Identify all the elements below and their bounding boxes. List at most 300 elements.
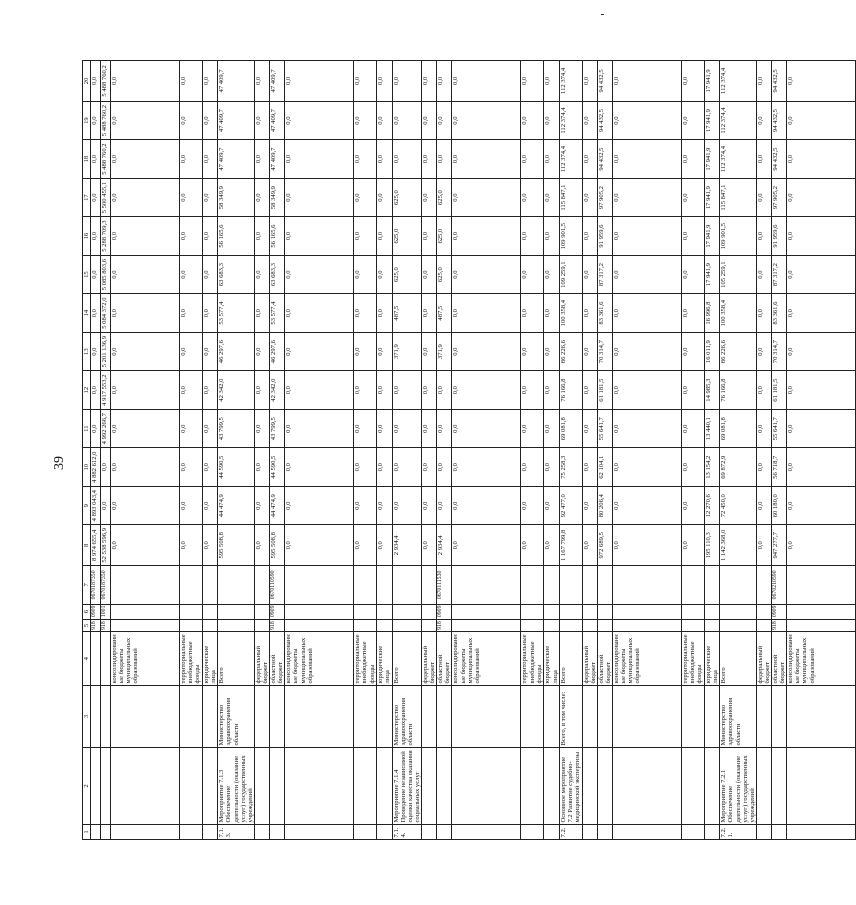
cell-col-6 bbox=[452, 604, 521, 619]
cell-col-2 bbox=[254, 748, 269, 825]
cell-col-14: 0,0 bbox=[756, 294, 771, 333]
cell-col-13: 0,0 bbox=[613, 332, 682, 371]
cell-col-7 bbox=[254, 566, 269, 605]
cell-col-18: 0,0 bbox=[613, 140, 682, 179]
cell-col-6: 0909 bbox=[91, 604, 101, 619]
cell-col-5 bbox=[559, 619, 582, 632]
cell-col-17: 0,0 bbox=[452, 178, 521, 217]
table-row bbox=[597, 61, 612, 840]
cell-col-15: 105 259,1 bbox=[720, 255, 757, 294]
cell-col-13: 70 314,7 bbox=[597, 332, 612, 371]
cell-col-15: 0,0 bbox=[254, 255, 269, 294]
cell-col-11: 0,0 bbox=[613, 409, 682, 448]
cell-col-1 bbox=[756, 825, 771, 840]
cell-col-5: 918 bbox=[270, 619, 285, 632]
cell-col-8: 0,0 bbox=[582, 525, 597, 566]
cell-col-4 bbox=[91, 632, 101, 686]
cell-col-17: 0,0 bbox=[354, 178, 377, 217]
cell-col-7 bbox=[613, 566, 682, 605]
cell-col-15: 0,0 bbox=[582, 255, 597, 294]
table-row bbox=[772, 61, 787, 840]
cell-col-5 bbox=[203, 619, 218, 632]
cell-col-14: 0,0 bbox=[354, 294, 377, 333]
cell-col-16: 0,0 bbox=[377, 217, 392, 256]
cell-col-11: 4 992 266,7 bbox=[101, 409, 111, 448]
cell-col-20: 17 941,9 bbox=[705, 61, 720, 102]
cell-col-4: консолидированные бюджеты муниципальных образований bbox=[613, 632, 682, 686]
cell-col-2 bbox=[270, 748, 285, 825]
cell-col-15: 0,0 bbox=[544, 255, 559, 294]
cell-col-19: 0,0 bbox=[421, 101, 436, 140]
cell-col-20: 0,0 bbox=[544, 61, 559, 102]
table-row bbox=[203, 61, 218, 840]
cell-col-7 bbox=[377, 566, 392, 605]
cell-col-2 bbox=[521, 748, 544, 825]
cell-col-13: 0,0 bbox=[111, 332, 180, 371]
cell-col-18: 0,0 bbox=[544, 140, 559, 179]
cell-col-19: 112 374,4 bbox=[720, 101, 757, 140]
cell-col-5 bbox=[582, 619, 597, 632]
cell-col-13: 0,0 bbox=[521, 332, 544, 371]
table-body bbox=[91, 61, 856, 840]
cell-col-20: 0,0 bbox=[285, 61, 354, 102]
cell-col-3 bbox=[111, 685, 180, 747]
cell-col-5: 918 bbox=[437, 619, 452, 632]
cell-col-1 bbox=[285, 825, 354, 840]
cell-col-8: 2 934,4 bbox=[437, 525, 452, 566]
cell-col-10: 0,0 bbox=[285, 448, 354, 487]
cell-col-14: 53 577,4 bbox=[218, 294, 255, 333]
cell-col-1 bbox=[421, 825, 436, 840]
cell-col-12: 0,0 bbox=[756, 371, 771, 410]
cell-col-11: 43 799,5 bbox=[270, 409, 285, 448]
cell-col-12: 0,0 bbox=[354, 371, 377, 410]
cell-col-8: 2 934,4 bbox=[392, 525, 421, 566]
cell-col-20: 0,0 bbox=[203, 61, 218, 102]
cell-col-11: 55 641,7 bbox=[772, 409, 787, 448]
cell-col-3 bbox=[613, 685, 682, 747]
cell-col-20: 5 488 760,2 bbox=[101, 61, 111, 102]
cell-col-20: 47 409,7 bbox=[270, 61, 285, 102]
cell-col-9: 0,0 bbox=[101, 486, 111, 525]
cell-col-10: 13 154,2 bbox=[705, 448, 720, 487]
cell-col-16: 0,0 bbox=[254, 217, 269, 256]
cell-col-16: 0,0 bbox=[544, 217, 559, 256]
cell-col-5 bbox=[787, 619, 856, 632]
cell-col-15: 5 085 803,6 bbox=[101, 255, 111, 294]
cell-col-2 bbox=[377, 748, 392, 825]
cell-col-10: 0,0 bbox=[254, 448, 269, 487]
cell-col-2 bbox=[91, 748, 101, 825]
cell-col-1 bbox=[597, 825, 612, 840]
cell-col-1 bbox=[203, 825, 218, 840]
cell-col-13: 0,0 bbox=[421, 332, 436, 371]
cell-col-16: 91 959,6 bbox=[597, 217, 612, 256]
cell-col-2 bbox=[613, 748, 682, 825]
cell-col-5 bbox=[613, 619, 682, 632]
cell-col-8: 52 538 596,9 bbox=[101, 525, 111, 566]
cell-col-9: 0,0 bbox=[377, 486, 392, 525]
cell-col-6 bbox=[559, 604, 582, 619]
cell-col-5 bbox=[720, 619, 757, 632]
cell-col-2 bbox=[285, 748, 354, 825]
cell-col-1 bbox=[452, 825, 521, 840]
table-row bbox=[254, 61, 269, 840]
cell-col-12: 0,0 bbox=[437, 371, 452, 410]
cell-col-1 bbox=[377, 825, 392, 840]
cell-col-12: 0,0 bbox=[582, 371, 597, 410]
cell-col-6: 0909 bbox=[437, 604, 452, 619]
cell-col-19: 0,0 bbox=[392, 101, 421, 140]
cell-col-10: 0,0 bbox=[354, 448, 377, 487]
cell-col-20: 0,0 bbox=[437, 61, 452, 102]
cell-col-3: Министерство здравоохранения области bbox=[392, 685, 421, 747]
cell-col-5 bbox=[254, 619, 269, 632]
cell-col-10: 0,0 bbox=[682, 448, 705, 487]
cell-col-7 bbox=[544, 566, 559, 605]
cell-col-19: 0,0 bbox=[203, 101, 218, 140]
cell-col-1: 7.1.3. bbox=[218, 825, 255, 840]
cell-col-6 bbox=[720, 604, 757, 619]
cell-col-6 bbox=[756, 604, 771, 619]
cell-col-15: 625,0 bbox=[437, 255, 452, 294]
cell-col-7 bbox=[392, 566, 421, 605]
cell-col-4: областной бюджет bbox=[270, 632, 285, 686]
cell-col-10: 69 872,9 bbox=[720, 448, 757, 487]
cell-col-14: 83 361,6 bbox=[772, 294, 787, 333]
cell-col-20: 0,0 bbox=[91, 61, 101, 102]
cell-col-18: 47 409,7 bbox=[218, 140, 255, 179]
table-row bbox=[392, 61, 421, 840]
cell-col-9: 0,0 bbox=[254, 486, 269, 525]
cell-col-14: 0,0 bbox=[582, 294, 597, 333]
cell-col-15: 0,0 bbox=[180, 255, 203, 294]
cell-col-20: 94 432,5 bbox=[597, 61, 612, 102]
cell-col-2 bbox=[180, 748, 203, 825]
cell-col-9: 0,0 bbox=[354, 486, 377, 525]
cell-col-3 bbox=[377, 685, 392, 747]
cell-col-5 bbox=[597, 619, 612, 632]
cell-col-15: 625,0 bbox=[392, 255, 421, 294]
cell-col-11: 0,0 bbox=[787, 409, 856, 448]
cell-col-14: 0,0 bbox=[285, 294, 354, 333]
cell-col-20: 112 374,4 bbox=[559, 61, 582, 102]
cell-col-19: 0,0 bbox=[544, 101, 559, 140]
cell-col-13: 86 226,6 bbox=[720, 332, 757, 371]
cell-col-13: 46 297,6 bbox=[218, 332, 255, 371]
cell-col-13: 0,0 bbox=[180, 332, 203, 371]
cell-col-17: 0,0 bbox=[582, 178, 597, 217]
cell-col-15: 0,0 bbox=[377, 255, 392, 294]
cell-col-11: 0,0 bbox=[452, 409, 521, 448]
cell-col-17: 0,0 bbox=[91, 178, 101, 217]
table-row bbox=[544, 61, 559, 840]
table-row bbox=[613, 61, 682, 840]
column-number-3: 3 bbox=[83, 685, 91, 747]
cell-col-11: 55 641,7 bbox=[597, 409, 612, 448]
cell-col-4: территориальные внебюджетные фонды bbox=[521, 632, 544, 686]
cell-col-4: территориальные внебюджетные фонды bbox=[682, 632, 705, 686]
cell-col-8: 0,0 bbox=[377, 525, 392, 566]
cell-col-5: 918 bbox=[91, 619, 101, 632]
cell-col-3 bbox=[91, 685, 101, 747]
cell-col-1: 7.2. bbox=[559, 825, 582, 840]
cell-col-11: 43 799,5 bbox=[218, 409, 255, 448]
table-row bbox=[270, 61, 285, 840]
cell-col-15: 87 317,2 bbox=[597, 255, 612, 294]
cell-col-17: 5 500 455,1 bbox=[101, 178, 111, 217]
cell-col-8: 0,0 bbox=[354, 525, 377, 566]
cell-col-16: 5 288 709,3 bbox=[101, 217, 111, 256]
cell-col-7 bbox=[180, 566, 203, 605]
cell-col-6 bbox=[377, 604, 392, 619]
cell-col-17: 115 847,1 bbox=[559, 178, 582, 217]
cell-col-8: 0,0 bbox=[787, 525, 856, 566]
cell-col-6 bbox=[254, 604, 269, 619]
cell-col-16: 625,0 bbox=[437, 217, 452, 256]
table-row bbox=[559, 61, 582, 840]
cell-col-4: юридические лица bbox=[705, 632, 720, 686]
cell-col-10: 56 718,7 bbox=[772, 448, 787, 487]
cell-col-2: Мероприятие 7.1.4 Проведение независимой оценки качества оказания социальных услуг bbox=[392, 748, 421, 825]
cell-col-14: 0,0 bbox=[421, 294, 436, 333]
cell-col-15: 63 683,3 bbox=[270, 255, 285, 294]
cell-col-7 bbox=[285, 566, 354, 605]
cell-col-19: 0,0 bbox=[437, 101, 452, 140]
cell-col-17: 0,0 bbox=[787, 178, 856, 217]
cell-col-8: 0,0 bbox=[203, 525, 218, 566]
cell-col-10: 0,0 bbox=[421, 448, 436, 487]
cell-col-8: 1 167 799,8 bbox=[559, 525, 582, 566]
cell-col-16: 0,0 bbox=[421, 217, 436, 256]
cell-col-13: 0,0 bbox=[377, 332, 392, 371]
cell-col-6 bbox=[180, 604, 203, 619]
cell-col-6 bbox=[354, 604, 377, 619]
cell-col-13: 16 011,9 bbox=[705, 332, 720, 371]
cell-col-2 bbox=[705, 748, 720, 825]
cell-col-19: 94 432,5 bbox=[597, 101, 612, 140]
cell-col-17: 58 349,9 bbox=[270, 178, 285, 217]
cell-col-10: 0,0 bbox=[521, 448, 544, 487]
cell-col-16: 0,0 bbox=[285, 217, 354, 256]
cell-col-15: 63 683,3 bbox=[218, 255, 255, 294]
cell-col-14: 0,0 bbox=[521, 294, 544, 333]
cell-col-8: 0,0 bbox=[544, 525, 559, 566]
cell-col-20: 94 432,5 bbox=[772, 61, 787, 102]
cell-col-18: 17 941,9 bbox=[705, 140, 720, 179]
cell-col-12: 0,0 bbox=[377, 371, 392, 410]
cell-col-7: 0670187350 bbox=[91, 566, 101, 605]
cell-col-2 bbox=[203, 748, 218, 825]
cell-col-15: 0,0 bbox=[421, 255, 436, 294]
cell-col-18: 0,0 bbox=[203, 140, 218, 179]
cell-col-10: 0,0 bbox=[392, 448, 421, 487]
cell-col-11: 0,0 bbox=[437, 409, 452, 448]
cell-col-3 bbox=[101, 685, 111, 747]
cell-col-12: 0,0 bbox=[392, 371, 421, 410]
cell-col-2 bbox=[582, 748, 597, 825]
cell-col-9: 0,0 bbox=[521, 486, 544, 525]
cell-col-7 bbox=[720, 566, 757, 605]
cell-col-19: 5 488 760,2 bbox=[101, 101, 111, 140]
cell-col-3 bbox=[756, 685, 771, 747]
cell-col-20: 0,0 bbox=[682, 61, 705, 102]
cell-col-4: юридические лица bbox=[377, 632, 392, 686]
rotated-table-container bbox=[82, 60, 816, 840]
cell-col-1: 7.1.4. bbox=[392, 825, 421, 840]
cell-col-12: 14 985,3 bbox=[705, 371, 720, 410]
cell-col-10: 62 104,1 bbox=[597, 448, 612, 487]
cell-col-19: 0,0 bbox=[91, 101, 101, 140]
cell-col-1 bbox=[111, 825, 180, 840]
cell-col-19: 0,0 bbox=[613, 101, 682, 140]
cell-col-7 bbox=[787, 566, 856, 605]
cell-col-5 bbox=[705, 619, 720, 632]
cell-col-11: 0,0 bbox=[377, 409, 392, 448]
cell-col-9: 12 270,6 bbox=[705, 486, 720, 525]
cell-col-20: 0,0 bbox=[180, 61, 203, 102]
cell-col-18: 0,0 bbox=[521, 140, 544, 179]
cell-col-14: 0,0 bbox=[254, 294, 269, 333]
cell-col-19: 0,0 bbox=[682, 101, 705, 140]
cell-col-9: 0,0 bbox=[203, 486, 218, 525]
table-row bbox=[452, 61, 521, 840]
column-number-8: 8 bbox=[83, 525, 91, 566]
cell-col-14: 487,5 bbox=[392, 294, 421, 333]
cell-col-20: 0,0 bbox=[392, 61, 421, 102]
cell-col-7 bbox=[682, 566, 705, 605]
cell-col-6 bbox=[705, 604, 720, 619]
cell-col-20: 0,0 bbox=[421, 61, 436, 102]
cell-col-11: 13 440,1 bbox=[705, 409, 720, 448]
cell-col-17: 0,0 bbox=[521, 178, 544, 217]
cell-col-11: 0,0 bbox=[392, 409, 421, 448]
cell-col-7 bbox=[705, 566, 720, 605]
cell-col-9: 0,0 bbox=[613, 486, 682, 525]
cell-col-4: консолидированные бюджеты муниципальных образований bbox=[285, 632, 354, 686]
cell-col-9: 4 893 043,4 bbox=[91, 486, 101, 525]
cell-col-12: 4 917 553,2 bbox=[101, 371, 111, 410]
cell-col-12: 0,0 bbox=[91, 371, 101, 410]
cell-col-14: 83 361,6 bbox=[597, 294, 612, 333]
cell-col-2 bbox=[682, 748, 705, 825]
cell-col-12: 0,0 bbox=[521, 371, 544, 410]
cell-col-4: Всего bbox=[392, 632, 421, 686]
cell-col-1 bbox=[787, 825, 856, 840]
cell-col-6: 0909 bbox=[270, 604, 285, 619]
cell-col-10: 0,0 bbox=[544, 448, 559, 487]
cell-col-5 bbox=[544, 619, 559, 632]
cell-col-10: 0,0 bbox=[203, 448, 218, 487]
column-number-13: 13 bbox=[83, 332, 91, 371]
column-number-20: 20 bbox=[83, 61, 91, 102]
cell-col-18: 0,0 bbox=[582, 140, 597, 179]
cell-col-18: 112 374,4 bbox=[720, 140, 757, 179]
column-number-16: 16 bbox=[83, 217, 91, 256]
cell-col-8: 0,0 bbox=[613, 525, 682, 566]
cell-col-7: 0670187350 bbox=[101, 566, 111, 605]
cell-col-19: 0,0 bbox=[377, 101, 392, 140]
cell-col-14: 0,0 bbox=[203, 294, 218, 333]
cell-col-9: 44 474,9 bbox=[218, 486, 255, 525]
cell-col-11: 69 081,8 bbox=[559, 409, 582, 448]
cell-col-3 bbox=[597, 685, 612, 747]
cell-col-3 bbox=[203, 685, 218, 747]
table-row bbox=[377, 61, 392, 840]
cell-col-9: 80 206,4 bbox=[597, 486, 612, 525]
cell-col-2: Мероприятие 7.2.1 Обеспечение деятельности (оказание услуг) государственных учреждений bbox=[720, 748, 757, 825]
cell-col-17: 0,0 bbox=[421, 178, 436, 217]
table-row bbox=[354, 61, 377, 840]
cell-col-20: 0,0 bbox=[756, 61, 771, 102]
cell-col-4: областной бюджет bbox=[437, 632, 452, 686]
cell-col-16: 0,0 bbox=[613, 217, 682, 256]
cell-col-11: 0,0 bbox=[285, 409, 354, 448]
cell-col-14: 0,0 bbox=[180, 294, 203, 333]
cell-col-13: 0,0 bbox=[544, 332, 559, 371]
cell-col-7 bbox=[203, 566, 218, 605]
cell-col-16: 0,0 bbox=[111, 217, 180, 256]
cell-col-14: 0,0 bbox=[111, 294, 180, 333]
cell-col-7 bbox=[111, 566, 180, 605]
column-number-10: 10 bbox=[83, 448, 91, 487]
cell-col-14: 0,0 bbox=[682, 294, 705, 333]
cell-col-8: 0,0 bbox=[111, 525, 180, 566]
cell-col-9: 60 180,0 bbox=[772, 486, 787, 525]
cell-col-9: 0,0 bbox=[421, 486, 436, 525]
cell-col-8: 0,0 bbox=[452, 525, 521, 566]
cell-col-11: 0,0 bbox=[682, 409, 705, 448]
cell-col-17: 0,0 bbox=[111, 178, 180, 217]
cell-col-5 bbox=[521, 619, 544, 632]
cell-col-2: Основное мероприятие 7.2 Развитие судебно-медицинской экспертизы bbox=[559, 748, 582, 825]
cell-col-13: 371,9 bbox=[392, 332, 421, 371]
cell-col-17: 0,0 bbox=[203, 178, 218, 217]
cell-col-12: 0,0 bbox=[285, 371, 354, 410]
cell-col-8: 947 277,7 bbox=[772, 525, 787, 566]
table-row bbox=[285, 61, 354, 840]
cell-col-15: 87 317,2 bbox=[772, 255, 787, 294]
cell-col-2 bbox=[787, 748, 856, 825]
cell-col-6 bbox=[285, 604, 354, 619]
cell-col-10: 0,0 bbox=[437, 448, 452, 487]
cell-col-17: 0,0 bbox=[682, 178, 705, 217]
cell-col-5 bbox=[682, 619, 705, 632]
cell-col-9: 0,0 bbox=[111, 486, 180, 525]
cell-col-15: 17 941,9 bbox=[705, 255, 720, 294]
cell-col-2 bbox=[544, 748, 559, 825]
cell-col-9: 0,0 bbox=[787, 486, 856, 525]
cell-col-13: 0,0 bbox=[91, 332, 101, 371]
cell-col-7: 0670111530 bbox=[437, 566, 452, 605]
cell-col-15: 0,0 bbox=[787, 255, 856, 294]
cell-col-8: 595 508,8 bbox=[270, 525, 285, 566]
budget-table bbox=[82, 60, 856, 840]
cell-col-14: 0,0 bbox=[787, 294, 856, 333]
cell-col-10: 0,0 bbox=[377, 448, 392, 487]
column-number-19: 19 bbox=[83, 101, 91, 140]
cell-col-2 bbox=[452, 748, 521, 825]
cell-col-10: 0,0 bbox=[452, 448, 521, 487]
column-number-2: 2 bbox=[83, 748, 91, 825]
cell-col-3: Министерство здравоохранения области bbox=[218, 685, 255, 747]
cell-col-6 bbox=[597, 604, 612, 619]
cell-col-10: 75 258,3 bbox=[559, 448, 582, 487]
column-number-18: 18 bbox=[83, 140, 91, 179]
cell-col-20: 0,0 bbox=[787, 61, 856, 102]
cell-col-4: областной бюджет bbox=[597, 632, 612, 686]
cell-col-2 bbox=[437, 748, 452, 825]
